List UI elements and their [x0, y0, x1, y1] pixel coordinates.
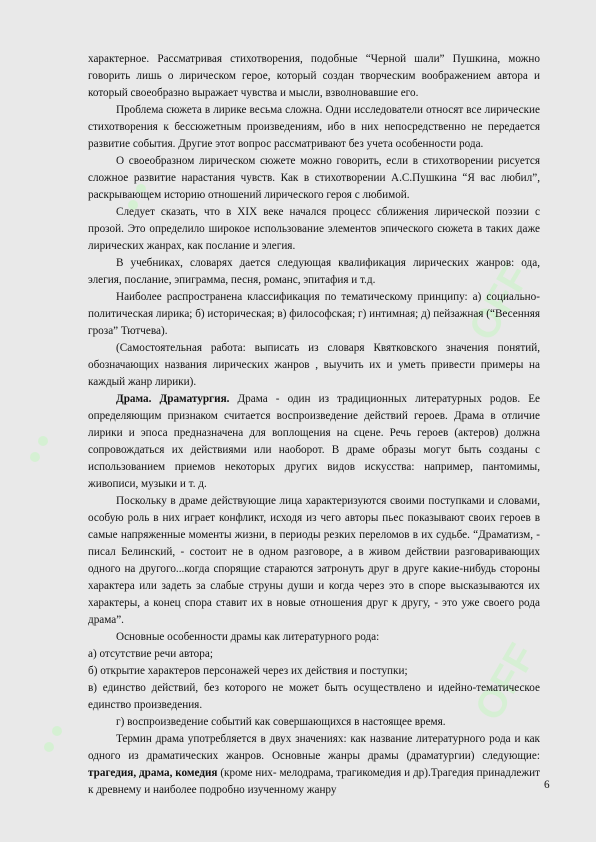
paragraph: Проблема сюжета в лирике весьма сложна. Одни исследователи относят все лирические стихотворения к бессюжетным произведениям, ибо в них непосредственно не передается развитие события. Другие этот вопрос рассматривают без учета особенности рода.	[88, 104, 540, 150]
paragraph: (Самостоятельная работа: выписать из словаря Квятковского значения понятий, обозначающих названия лирических жанров , выучить их и уметь привести примеры на каждый жанр лирики).	[88, 342, 540, 388]
drama-heading: Драма. Драматургия.	[116, 393, 230, 405]
paragraph: Поскольку в драме действующие лица характеризуются своими поступками и словами, особую роль в них играет конфликт, исходя из чего авторы пьес показывают своих героев в самые напряженные моменты жизни, в периоды резких переломов в их судьбе. “Драматизм, - писал Белинский, - состоит не в одном разговоре, а в живом действии разговаривающих одного на другого...когда спорящие стараются затронуть друг в друге какие-нибудь стороны характера или задеть за слабые струны души и когда через это в споре высказываются их характеры, а конец спора ставит их в новые отношения друг к другу, - это уже своего рода драма”.	[88, 495, 540, 626]
paragraph: характерное. Рассматривая стихотворения, подобные “Черной шали” Пушкина, можно говорить лишь о лирическом герое, который создан творческим воображением автора и который своеобразно выражает чувства и мысли, взволновавшие его.	[88, 53, 540, 99]
watermark-text: OFF	[460, 256, 539, 348]
paragraph: Наиболее распространена классификация по тематическому принципу: а) социально-политическая лирика; б) историческая; в) философская; г) интимная; д) пейзажная (“Весенняя гроза” Тютчева).	[88, 291, 540, 337]
watermark-dot	[30, 452, 40, 462]
paragraph: О своеобразном лирическом сюжете можно говорить, если в стихотворении рисуется сложное развитие нарастания чувств. Как в стихотворении А.С.Пушкина “Я вас любил”, раскрывающем историю отношений лирического героя с любимой.	[88, 155, 540, 201]
paragraph-text: (кроме них- мелодрама, трагикомедия и др).Трагедия принадлежит к древнему и наиболее подробно изученному жанру	[88, 767, 541, 796]
list-item: а) отсутствие речи автора;	[88, 648, 213, 660]
list-item: г) воспроизведение событий как совершающихся в настоящее время.	[116, 716, 446, 728]
paragraph-text: Драма - один из традиционных литературных родов. Ее определяющим признаком считается воспроизведение действий героев. Драма в отличие лирики и эпоса предназначена для воплощения на сцене. Речь героев (актеров) должна сопровождаться их действиями или наоборот. В драме образы могут быть созданы с использованием приемов некоторых других видов искусства: например, пантомимы, живописи, музыки и т. д.	[88, 393, 540, 490]
watermark-dot	[38, 436, 48, 446]
watermark-text: OFF	[466, 636, 545, 728]
list-item: в) единство действий, без которого не может быть осуществлено и идейно-тематическое единство произведения.	[88, 682, 540, 711]
paragraph: Следует сказать, что в XIX веке начался процесс сближения лирической поэзии с прозой. Это определило широкое использование элементов эпического сюжета в таких даже лирических жанрах, как послание и элегия.	[88, 206, 540, 252]
paragraph: Основные особенности драмы как литературного рода:	[116, 631, 380, 643]
paragraph-text: Термин драма употребляется в двух значениях: как название литературного рода и как одного из драматических жанров. Основные жанры драмы (драматургии) следующие:	[88, 733, 540, 762]
body-text	[88, 51, 540, 799]
paragraph	[88, 731, 540, 799]
paragraph: В учебниках, словарях дается следующая квалификация лирических жанров: ода, элегия, послание, эпиграмма, песня, романс, эпитафия и т.д.	[88, 257, 540, 286]
paragraph	[88, 391, 540, 493]
page-number: 6	[544, 779, 550, 791]
watermark-dot	[52, 726, 62, 736]
watermark-dot	[44, 742, 54, 752]
genres-bold: трагедия, драма, комедия	[88, 767, 218, 779]
list-item: б) открытие характеров персонажей через их действия и поступки;	[88, 665, 408, 677]
